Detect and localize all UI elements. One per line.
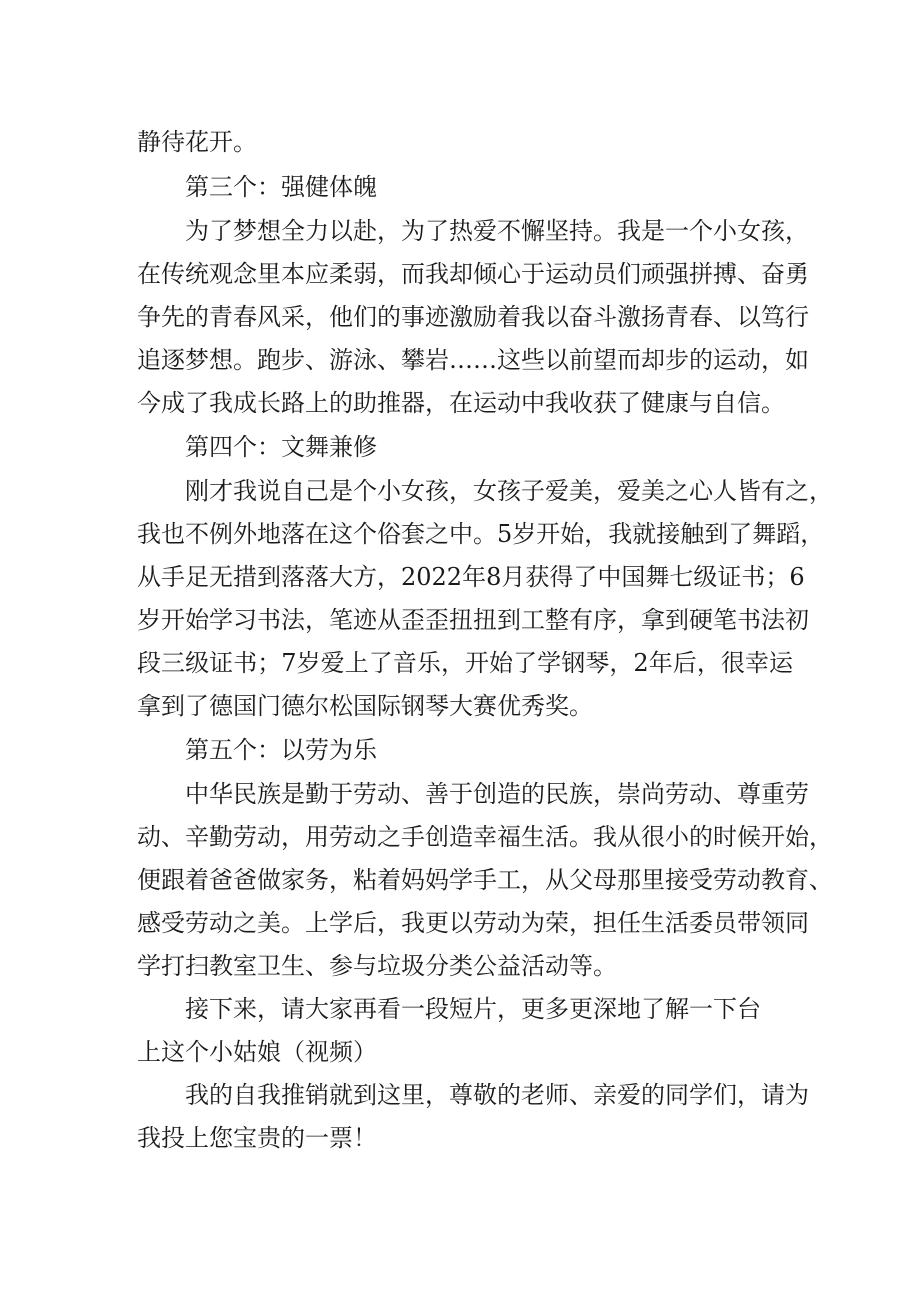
paragraph-line: 刚才我说自己是个小女孩，女孩子爱美，爱美之心人皆有之，: [185, 477, 833, 505]
paragraph-line: 便跟着爸爸做家务，粘着妈妈学手工，从父母那里接受劳动教育、: [137, 866, 833, 894]
paragraph-line: 段三级证书；7岁爱上了音乐，开始了学钢琴，2年后，很幸运: [137, 649, 793, 677]
paragraph-line: 上这个小姑娘（视频）: [137, 1038, 377, 1066]
paragraph-line: 我的自我推销就到这里，尊敬的老师、亲爱的同学们，请为: [185, 1081, 809, 1109]
paragraph-line: 我投上您宝贵的一票！: [137, 1124, 377, 1152]
paragraph-line: 学打扫教室卫生、参与垃圾分类公益活动等。: [137, 952, 617, 980]
paragraph-line: 动、辛勤劳动，用劳动之手创造幸福生活。我从很小的时候开始，: [137, 823, 833, 851]
paragraph-line: 拿到了德国门德尔松国际钢琴大赛优秀奖。: [137, 692, 593, 720]
paragraph-line: 接下来，请大家再看一段短片，更多更深地了解一下台: [185, 995, 761, 1023]
paragraph-line: 从手足无措到落落大方，2022年8月获得了中国舞七级证书；6: [137, 563, 805, 591]
paragraph-line: 在传统观念里本应柔弱，而我却倾心于运动员们顽强拼搏、奋勇: [137, 260, 809, 288]
paragraph-line: 追逐梦想。跑步、游泳、攀岩……这些以前望而却步的运动，如: [137, 346, 809, 374]
paragraph-line: 为了梦想全力以赴，为了热爱不懈坚持。我是一个小女孩，: [185, 217, 809, 245]
section-heading-3: 第三个：强健体魄: [185, 173, 377, 201]
section-heading-5: 第五个：以劳为乐: [185, 736, 377, 764]
paragraph-line: 争先的青春风采，他们的事迹激励着我以奋斗激扬青春、以笃行: [137, 303, 809, 331]
paragraph-line: 中华民族是勤于劳动、善于创造的民族，崇尚劳动、尊重劳: [185, 780, 809, 808]
paragraph-line: 感受劳动之美。上学后，我更以劳动为荣，担任生活委员带领同: [137, 909, 809, 937]
paragraph-line: 我也不例外地落在这个俗套之中。5岁开始，我就接触到了舞蹈，: [137, 520, 825, 548]
section-heading-4: 第四个：文舞兼修: [185, 433, 377, 461]
paragraph-line: 岁开始学习书法，笔迹从歪歪扭扭到工整有序，拿到硬笔书法初: [137, 606, 809, 634]
paragraph-line: 今成了我成长路上的助推器，在运动中我收获了健康与自信。: [137, 389, 785, 417]
paragraph-line: 静待花开。: [137, 128, 257, 156]
